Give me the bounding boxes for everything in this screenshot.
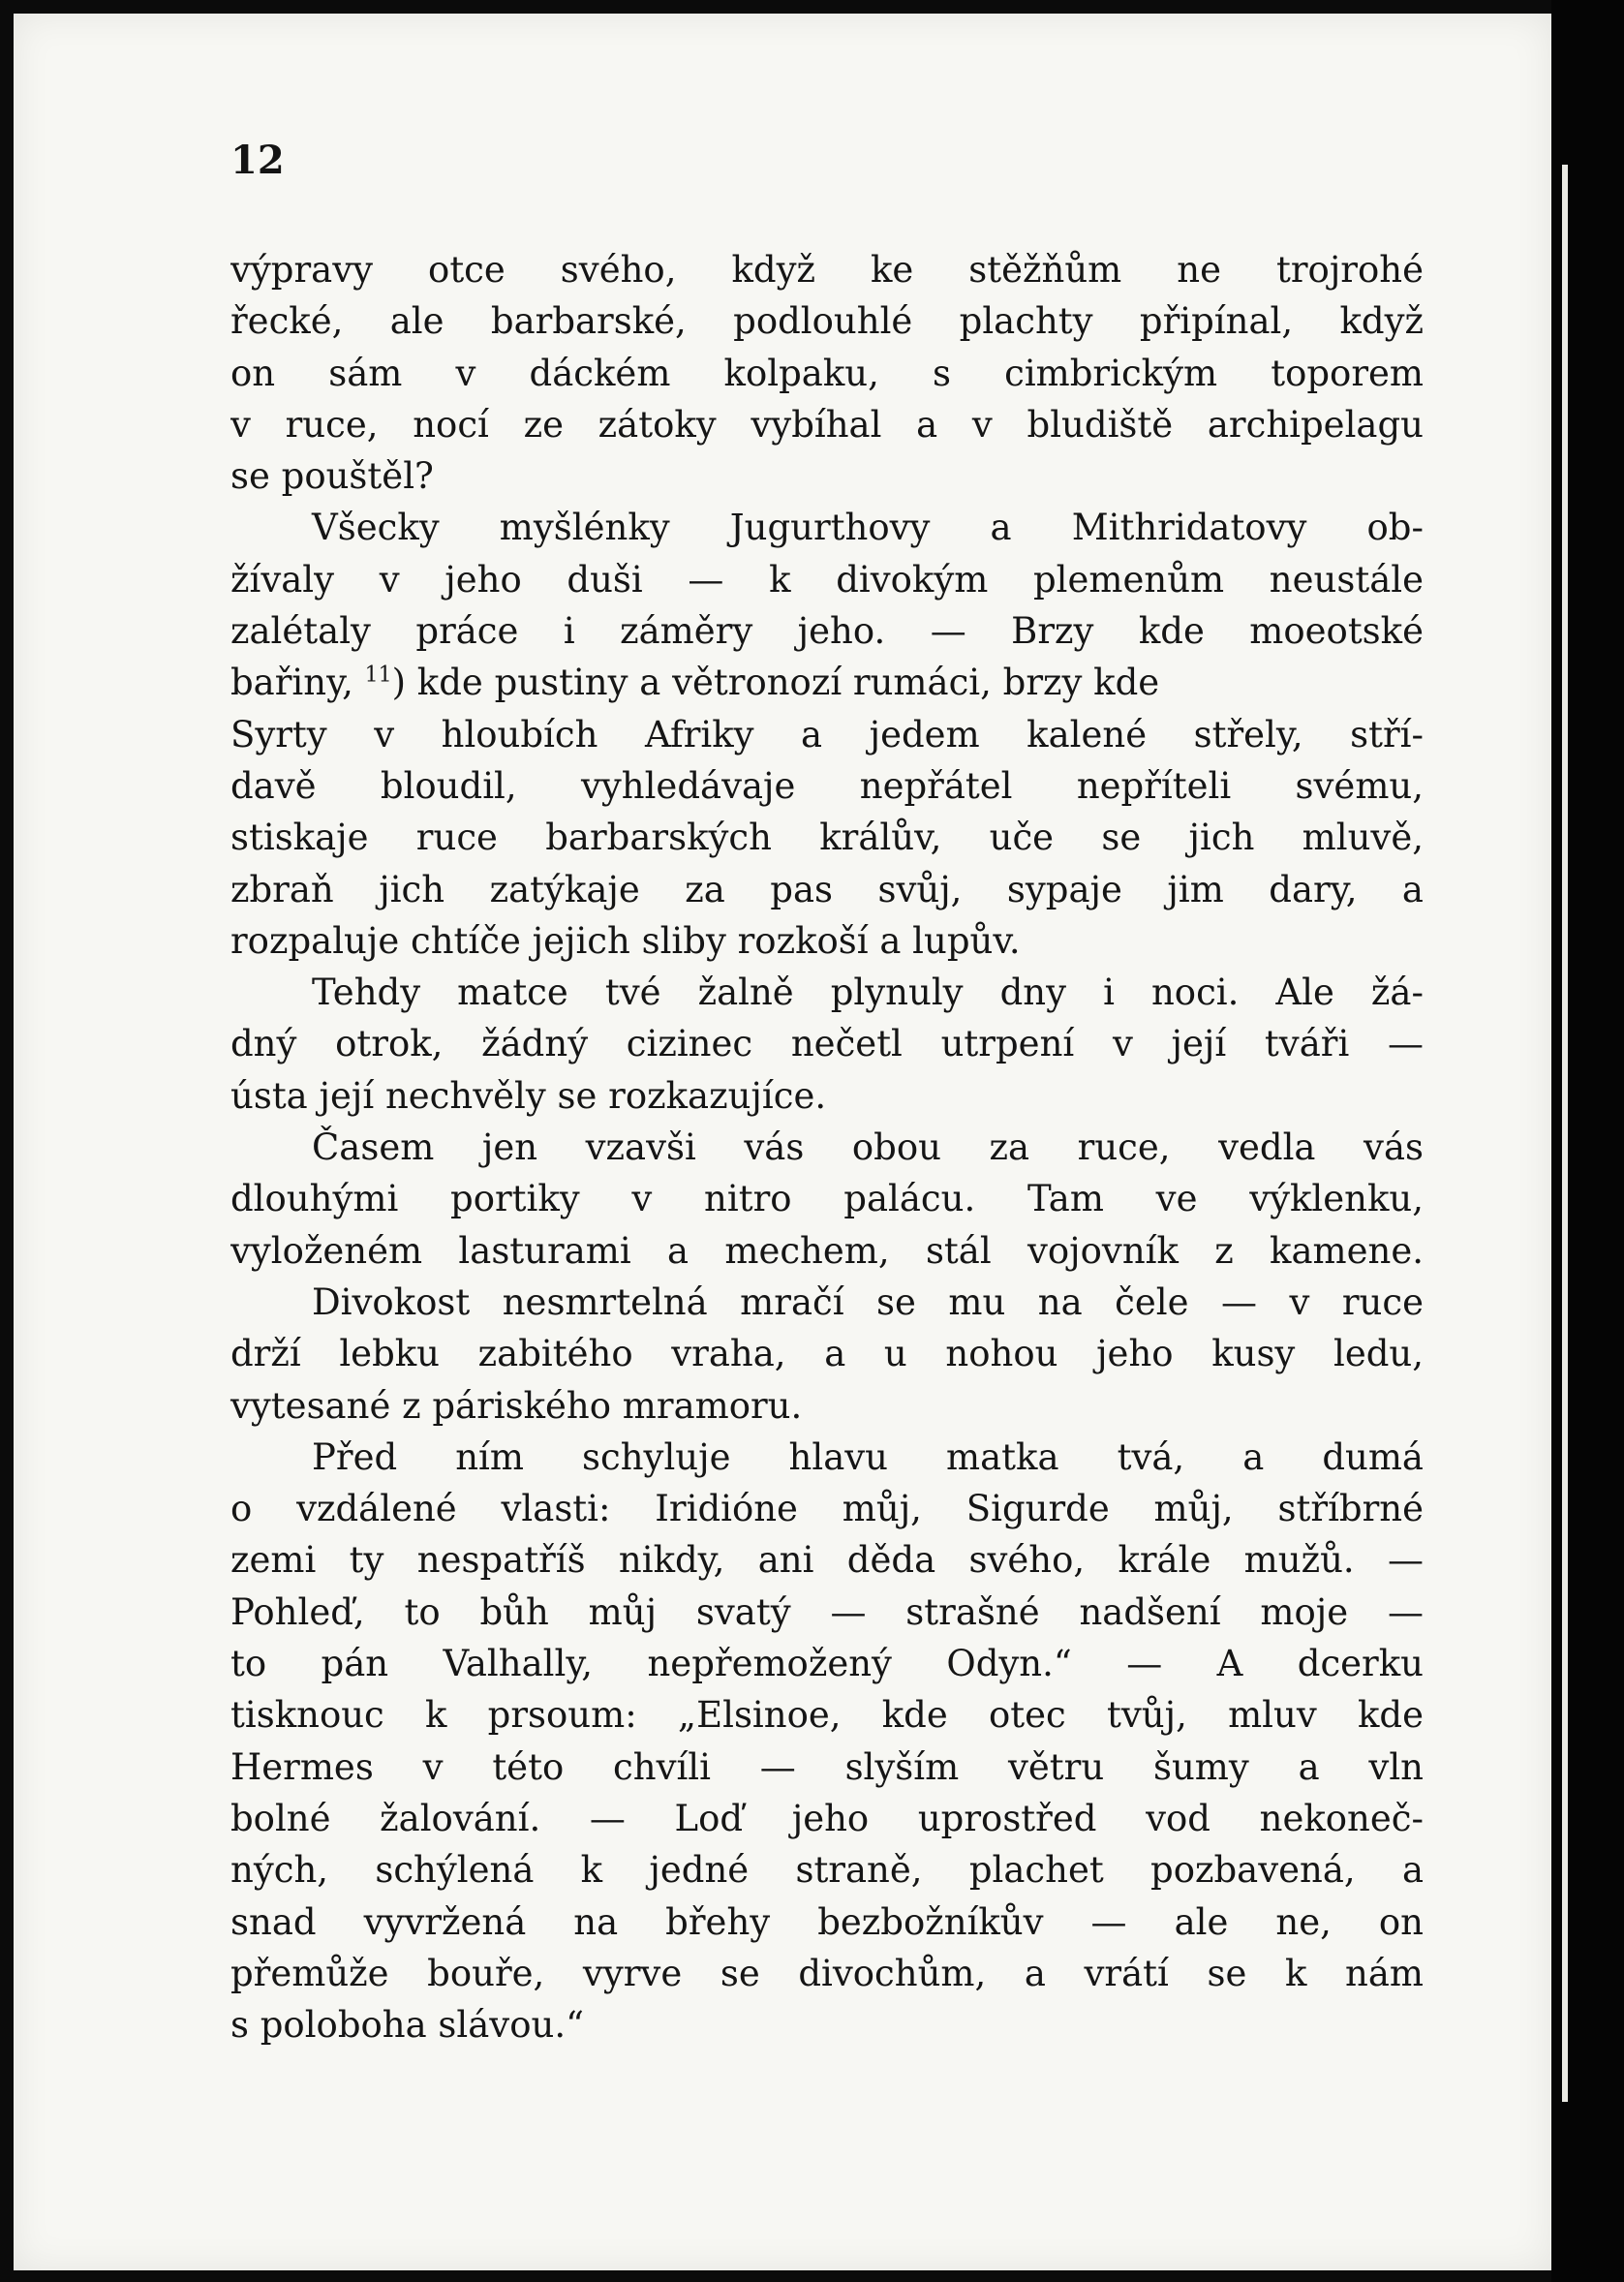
text-line: řecké, ale barbarské, podlouhlé plachty připínal, když xyxy=(230,300,1424,343)
text-line: ústa její nechvěly se rozkazujíce. xyxy=(230,1074,827,1117)
text-line: zemi ty nespatříš nikdy, ani děda svého, krále mužů. — xyxy=(230,1539,1424,1582)
text-line: tisknouc k prsoum: „Elsinoe, kde otec tvůj, mluv kde xyxy=(230,1694,1424,1737)
text-line: to pán Valhally, nepřemožený Odyn.“ — A dcerku xyxy=(230,1643,1424,1685)
text-line: Tehdy matce tvé žalně plynuly dny i noci. Ale žá- xyxy=(312,971,1424,1014)
text-line: zalétaly práce i záměry jeho. — Brzy kde moeotské xyxy=(230,610,1424,653)
text-line: dlouhými portiky v nitro palácu. Tam ve výklenku, xyxy=(230,1178,1424,1220)
page-edge-line xyxy=(1562,165,1568,2102)
text-line: on sám v dáckém kolpaku, s cimbrickým toporem xyxy=(230,352,1424,394)
book-page xyxy=(14,14,1551,2270)
text-line-with-footnote xyxy=(230,657,1424,708)
text-line: Časem jen vzavši vás obou za ruce, vedla vás xyxy=(312,1126,1424,1169)
footnote-marker: 11 xyxy=(364,663,392,689)
text-line: Pohleď, to bůh můj svatý — strašné nadšení moje — xyxy=(230,1590,1424,1633)
text-line: Hermes v této chvíli — slyším větru šumy a vln xyxy=(230,1745,1424,1788)
text-line: stiskaje ruce barbarských králův, uče se jich mluvě, xyxy=(230,817,1424,859)
text-line: Před ním schyluje hlavu matka tvá, a dumá xyxy=(312,1435,1424,1478)
text-line: davě bloudil, vyhledávaje nepřátel nepříteli svému, xyxy=(230,764,1424,807)
text-line: dný otrok, žádný cizinec nečetl utrpení v její tváři — xyxy=(230,1023,1424,1065)
text-line: Divokost nesmrtelná mračí se mu na čele — v ruce xyxy=(312,1280,1424,1323)
body-text xyxy=(230,244,1424,2051)
text-fragment: bařiny, xyxy=(230,662,365,704)
text-line: vyloženém lasturami a mechem, stál vojovník z kamene. xyxy=(230,1229,1424,1272)
text-fragment: ) kde pustiny a větronozí rumáci, brzy kde xyxy=(391,662,1160,704)
text-line: zbraň jich zatýkaje za pas svůj, sypaje jim dary, a xyxy=(230,868,1424,910)
text-line: s poloboha slávou.“ xyxy=(230,2004,584,2047)
text-line: ných, schýlená k jedné straně, plachet pozbavená, a xyxy=(230,1849,1424,1892)
text-line: vytesané z páriského mramoru. xyxy=(230,1384,803,1427)
text-line: drží lebku zabitého vraha, a u nohou jeho kusy ledu, xyxy=(230,1333,1424,1375)
text-line: výpravy otce svého, když ke stěžňům ne trojrohé xyxy=(230,249,1424,291)
text-line: se pouštěl? xyxy=(230,455,434,498)
text-line: v ruce, nocí ze zátoky vybíhal a v bludiště archipelagu xyxy=(230,403,1424,446)
text-line: o vzdálené vlasti: Iridióne můj, Sigurde můj, stříbrné xyxy=(230,1488,1424,1530)
text-line: bolné žalování. — Loď jeho uprostřed vod nekoneč- xyxy=(230,1797,1424,1839)
text-line: rozpaluje chtíče jejich sliby rozkoší a lupův. xyxy=(230,919,1021,962)
text-line: přemůže bouře, vyrve se divochům, a vrátí se k nám xyxy=(230,1952,1424,1994)
text-line: žívaly v jeho duši — k divokým plemenům neustále xyxy=(230,558,1424,601)
text-line: Syrty v hloubích Afriky a jedem kalené střely, stří- xyxy=(230,713,1424,756)
text-line: snad vyvržená na břehy bezbožníkův — ale ne, on xyxy=(230,1900,1424,1943)
text-line: Všecky myšlénky Jugurthovy a Mithridatovy ob- xyxy=(312,507,1424,549)
page-number: 12 xyxy=(230,138,285,183)
